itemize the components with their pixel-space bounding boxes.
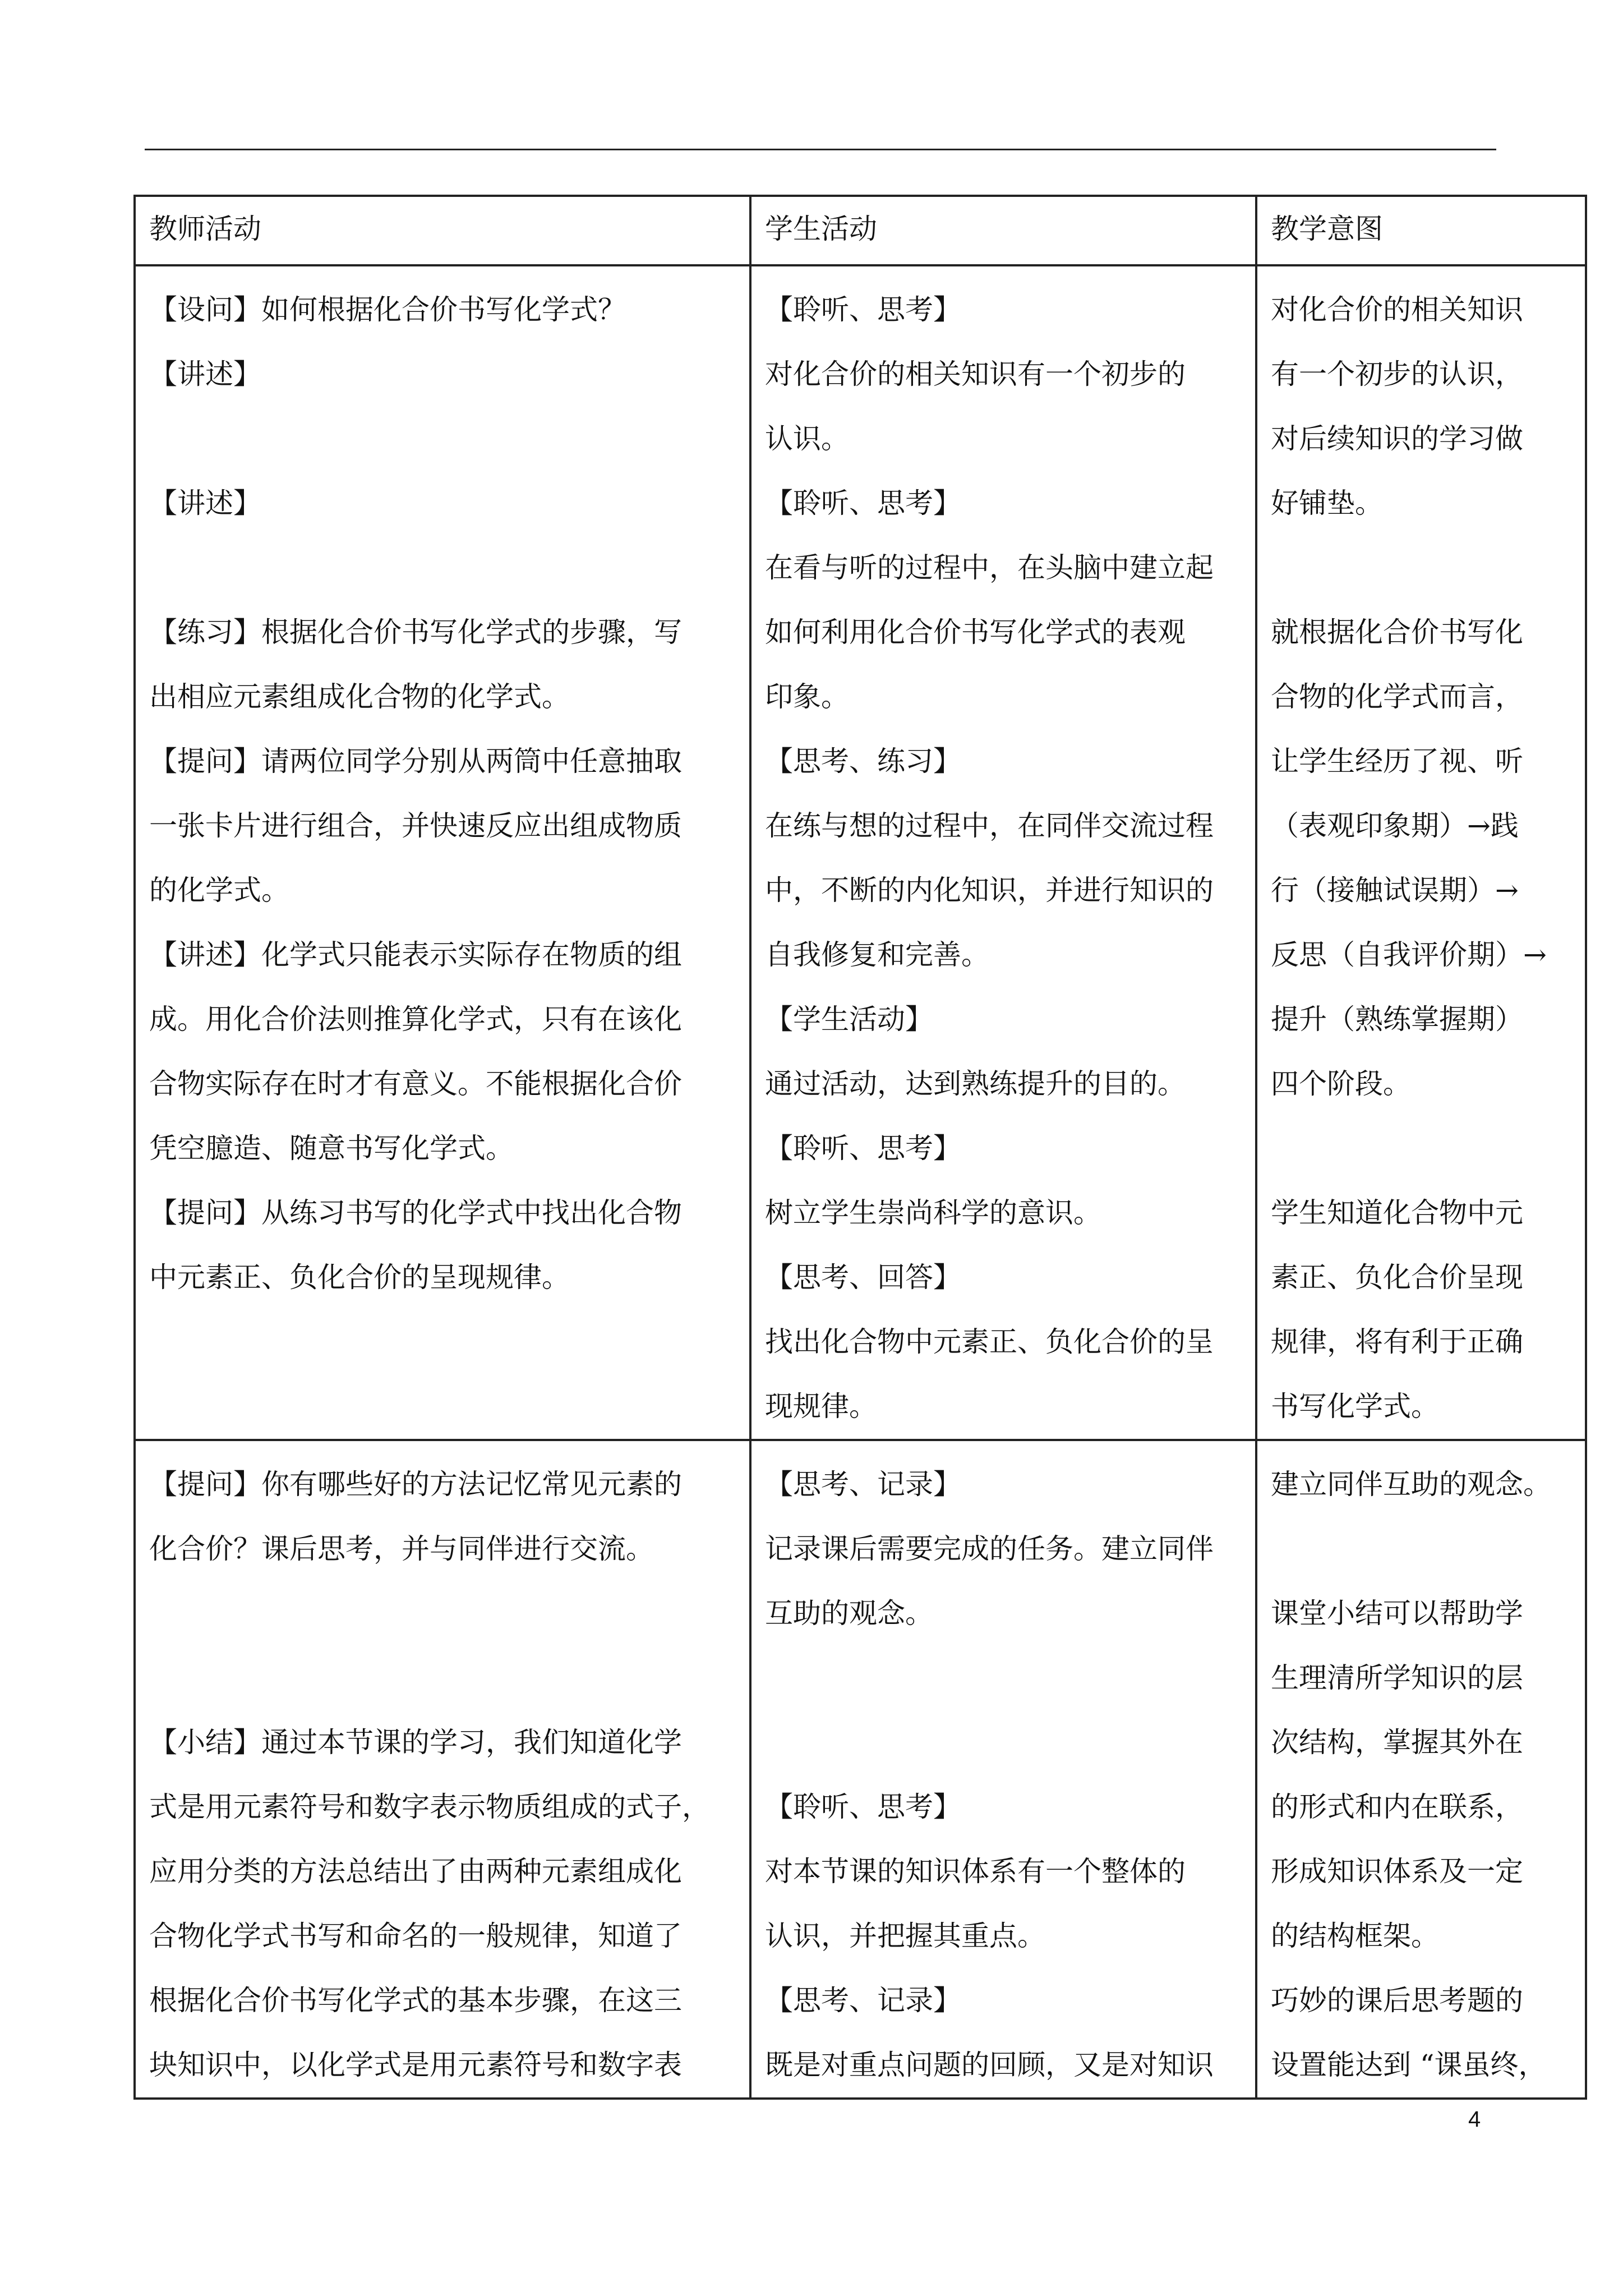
- table-row: [135, 1440, 1586, 2099]
- text-line: 【聆听、思考】: [765, 487, 961, 519]
- text-line: 块知识中，以化学式是用元素符号和数字表: [149, 2049, 682, 2081]
- text-line: 中元素正、负化合价的呈现规律。: [149, 1261, 570, 1294]
- text-line: 找出化合物中元素正、负化合价的呈: [765, 1326, 1214, 1358]
- student-activity-cell: [750, 265, 1256, 1440]
- text-line: 对化合价的相关知识: [1271, 293, 1523, 326]
- text-line: 素正、负化合价呈现: [1271, 1261, 1523, 1294]
- text-line: 【提问】从练习书写的化学式中找出化合物: [149, 1197, 682, 1229]
- text-line: 让学生经历了视、听: [1271, 745, 1523, 777]
- page-number: 4: [1468, 2107, 1481, 2132]
- header-teaching-intent: 教学意图: [1256, 196, 1586, 265]
- blank-line: [149, 407, 739, 471]
- header-rule: [145, 149, 1496, 150]
- text-line: 如何利用化合价书写化学式的表观: [765, 616, 1186, 648]
- blank-line: [1271, 536, 1575, 600]
- text-line: 行（接触试误期）→: [1271, 874, 1519, 907]
- text-line: 【聆听、思考】: [765, 293, 961, 326]
- text-line: 中，不断的内化知识，并进行知识的: [765, 874, 1214, 907]
- text-line: 现规律。: [765, 1390, 877, 1423]
- teaching-intent-cell: [1256, 265, 1586, 1440]
- text-line: 出相应元素组成化合物的化学式。: [149, 680, 570, 713]
- text-line: 【学生活动】: [765, 1003, 933, 1036]
- text-line: 形成知识体系及一定: [1271, 1855, 1523, 1888]
- text-line: 互助的观念。: [765, 1597, 933, 1630]
- header-student-activity: 学生活动: [750, 196, 1256, 265]
- blank-line: [1271, 1517, 1575, 1581]
- text-line: 【练习】根据化合价书写化学式的步骤，写: [149, 616, 682, 648]
- text-line: 生理清所学知识的层: [1271, 1662, 1523, 1694]
- text-line: 通过活动，达到熟练提升的目的。: [765, 1068, 1186, 1100]
- text-line: 【小结】通过本节课的学习，我们知道化学: [149, 1726, 682, 1759]
- text-line: 【提问】请两位同学分别从两筒中任意抽取: [149, 745, 682, 777]
- text-line: 【设问】如何根据化合价书写化学式？: [149, 293, 626, 326]
- teacher-activity-cell: [135, 265, 750, 1440]
- text-line: 有一个初步的认识，: [1271, 358, 1523, 390]
- text-line: 设置能达到 “课虽终，: [1271, 2049, 1547, 2081]
- text-line: 【思考、记录】: [765, 1984, 961, 2017]
- text-line: 的结构框架。: [1271, 1920, 1439, 1952]
- text-line: 学生知道化合物中元: [1271, 1197, 1523, 1229]
- text-line: 建立同伴互助的观念。: [1271, 1468, 1551, 1501]
- text-line: 【讲述】: [149, 358, 261, 390]
- text-line: 【聆听、思考】: [765, 1132, 961, 1165]
- text-line: 印象。: [765, 680, 849, 713]
- text-line: 【思考、回答】: [765, 1261, 961, 1294]
- text-line: 的化学式。: [149, 874, 289, 907]
- text-line: 自我修复和完善。: [765, 938, 989, 971]
- text-line: 应用分类的方法总结出了由两种元素组成化: [149, 1855, 682, 1888]
- text-line: 认识，并把握其重点。: [765, 1920, 1045, 1952]
- text-line: 规律，将有利于正确: [1271, 1326, 1523, 1358]
- teacher-activity-cell: [135, 1440, 750, 2099]
- text-line: 【聆听、思考】: [765, 1791, 961, 1823]
- table-row: [135, 265, 1586, 1440]
- text-line: 式是用元素符号和数字表示物质组成的式子，: [149, 1791, 710, 1823]
- text-line: 成。用化合价法则推算化学式，只有在该化: [149, 1003, 682, 1036]
- text-line: 书写化学式。: [1271, 1390, 1439, 1423]
- text-line: 一张卡片进行组合，并快速反应出组成物质: [149, 809, 682, 842]
- text-line: 凭空臆造、随意书写化学式。: [149, 1132, 514, 1165]
- text-line: 根据化合价书写化学式的基本步骤，在这三: [149, 1984, 682, 2017]
- text-line: 反思（自我评价期）→: [1271, 938, 1547, 971]
- text-line: 的形式和内在联系，: [1271, 1791, 1523, 1823]
- text-line: 四个阶段。: [1271, 1068, 1411, 1100]
- text-line: 【提问】你有哪些好的方法记忆常见元素的: [149, 1468, 682, 1501]
- text-line: 在练与想的过程中，在同伴交流过程: [765, 809, 1214, 842]
- text-line: 【思考、练习】: [765, 745, 961, 777]
- text-line: 好铺垫。: [1271, 487, 1383, 519]
- text-line: 合物化学式书写和命名的一般规律，知道了: [149, 1920, 682, 1952]
- blank-line: [149, 1646, 739, 1710]
- blank-line: [765, 1710, 1245, 1775]
- text-line: 【讲述】化学式只能表示实际存在物质的组: [149, 938, 682, 971]
- text-line: 巧妙的课后思考题的: [1271, 1984, 1523, 2017]
- text-line: （表观印象期）→践: [1271, 809, 1519, 842]
- text-line: 记录课后需要完成的任务。建立同伴: [765, 1533, 1214, 1565]
- text-line: 在看与听的过程中，在头脑中建立起: [765, 551, 1214, 584]
- text-line: 认识。: [765, 422, 849, 455]
- teaching-intent-cell: [1256, 1440, 1586, 2099]
- text-line: 就根据化合价书写化: [1271, 616, 1523, 648]
- text-line: 课堂小结可以帮助学: [1271, 1597, 1523, 1630]
- blank-line: [1271, 1116, 1575, 1181]
- text-line: 既是对重点问题的回顾，又是对知识: [765, 2049, 1214, 2081]
- text-line: 对化合价的相关知识有一个初步的: [765, 358, 1186, 390]
- text-line: 对后续知识的学习做: [1271, 422, 1523, 455]
- text-line: 合物的化学式而言，: [1271, 680, 1523, 713]
- text-line: 对本节课的知识体系有一个整体的: [765, 1855, 1186, 1888]
- text-line: 树立学生崇尚科学的意识。: [765, 1197, 1101, 1229]
- text-line: 【讲述】: [149, 487, 261, 519]
- blank-line: [149, 1581, 739, 1646]
- blank-line: [149, 536, 739, 600]
- lesson-table: [133, 195, 1587, 2100]
- table-header-row: [135, 196, 1586, 265]
- text-line: 提升（熟练掌握期）: [1271, 1003, 1523, 1036]
- text-line: 【思考、记录】: [765, 1468, 961, 1501]
- blank-line: [765, 1646, 1245, 1710]
- text-line: 合物实际存在时才有意义。不能根据化合价: [149, 1068, 682, 1100]
- text-line: 化合价？课后思考，并与同伴进行交流。: [149, 1533, 654, 1565]
- header-teacher-activity: 教师活动: [135, 196, 750, 265]
- student-activity-cell: [750, 1440, 1256, 2099]
- text-line: 次结构，掌握其外在: [1271, 1726, 1523, 1759]
